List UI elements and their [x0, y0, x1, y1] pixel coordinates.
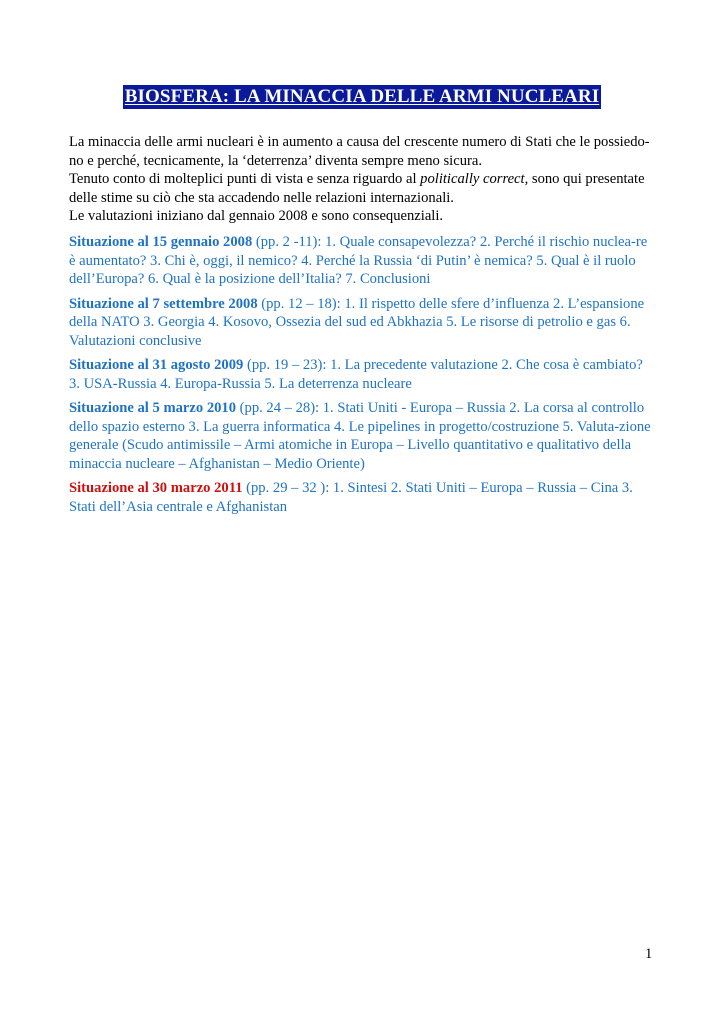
sections-list: [69, 233, 657, 522]
intro-italic-phrase: politically correct,: [420, 171, 529, 187]
section-body: (pp. 29 – 32 ): 1. Sintesi 2. Stati Uniti – Europa – Russia – Cina 3. Stati dell’Asia centrale e Afghanistan: [69, 480, 633, 515]
intro-line-3-before: Tenuto conto di molteplici punti di vista e senza riguardo al: [69, 171, 421, 187]
section-heading: Situazione al 7 settembre 2008: [69, 295, 258, 312]
intro-line-1: La minaccia delle armi nucleari è in aumento a causa del crescente numero di Stati che le possiedo-: [69, 134, 650, 150]
section-body: (pp. 2 -11): 1. Quale consapevolezza? 2. Perché il rischio nuclea-re è aumentato? 3. Chi è, oggi, il nemico? 4. Perché la Russia ‘di Putin’ è nemica? 5. Qual è il ruolo dell’Europa? 6. Qual è la posizione dell’Italia? 7. Conclusioni: [69, 234, 648, 287]
section-heading: Situazione al 5 marzo 2010: [69, 400, 237, 416]
intro-paragraph: [69, 133, 657, 226]
document-title: BIOSFERA: LA MINACCIA DELLE ARMI NUCLEARI: [124, 86, 600, 107]
intro-line-2: no e perché, tecnicamente, la ‘deterrenza’ diventa sempre meno sicura.: [69, 152, 482, 169]
section-2008-jan[interactable]: [69, 233, 657, 289]
section-heading: Situazione al 15 gennaio 2008: [69, 234, 253, 250]
section-2010-mar[interactable]: [69, 399, 657, 473]
section-heading: Situazione al 30 marzo 2011: [69, 480, 243, 496]
intro-line-3: [69, 170, 657, 189]
intro-line-4: delle stime su ciò che sta accadendo nelle relazioni internazionali.: [69, 189, 454, 206]
section-body: (pp. 24 – 28): 1. Stati Uniti - Europa – Russia 2. La corsa al controllo dello spazio esterno 3. La guerra informatica 4. Le pipelines in progetto/costruzione 5. Valuta-zione generale (Scudo antimissile – Armi atomiche in Europa – Livello quantitativo e qualitativo della minaccia nucleare – Afghanistan – Medio Oriente): [69, 400, 651, 472]
section-body: (pp. 12 – 18): 1. Il rispetto delle sfere d’influenza 2. L’espansione della NATO 3. Georgia 4. Kosovo, Ossezia del sud ed Abkhazia 5. Le risorse di petrolio e gas 6. Valutazioni conclusive: [69, 295, 645, 349]
intro-line-5: Le valutazioni iniziano dal gennaio 2008 e sono consequenziali.: [69, 208, 444, 224]
section-body: (pp. 19 – 23): 1. La precedente valutazione 2. Che cosa è cambiato? 3. USA-Russia 4. Europa-Russia 5. La deterrenza nucleare: [69, 357, 643, 392]
section-2008-sep[interactable]: [69, 295, 657, 351]
title-container: [0, 85, 724, 109]
section-heading: Situazione al 31 agosto 2009: [69, 357, 244, 373]
page-number: 1: [645, 946, 653, 962]
intro-line-3-after: sono qui presentate: [528, 171, 645, 187]
section-2009-aug[interactable]: [69, 356, 657, 393]
section-2011-mar[interactable]: [69, 479, 657, 516]
